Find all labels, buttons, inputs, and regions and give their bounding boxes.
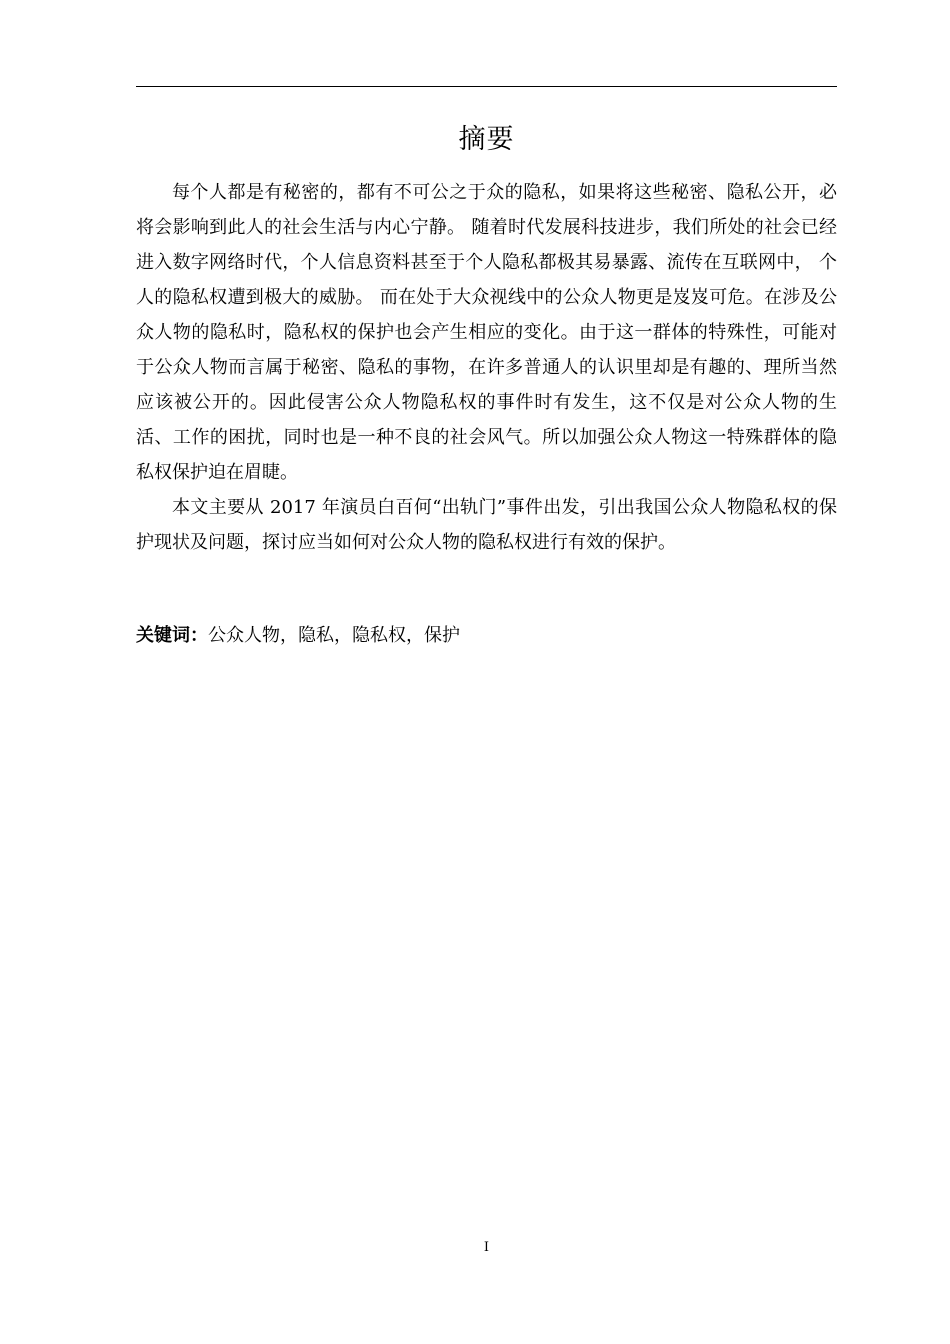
page-title: 摘要 xyxy=(458,124,515,155)
keywords-value: 公众人物，隐私，隐私权，保护 xyxy=(208,625,460,646)
abstract-paragraph-2: 本文主要从 2017 年演员白百何“出轨门”事件出发，引出我国公众人物隐私权的保护现状及问题，探讨应当如何对公众人物的隐私权进行有效的保护。 xyxy=(136,497,837,553)
keywords-line xyxy=(136,620,837,652)
keywords-label: 关键词： xyxy=(136,625,208,646)
page-number: I xyxy=(483,1240,490,1255)
header-rule xyxy=(136,86,837,87)
abstract-paragraph-1: 每个人都是有秘密的，都有不可公之于众的隐私，如果将这些秘密、隐私公开，必将会影响到此人的社会生活与内心宁静。 随着时代发展科技进步，我们所处的社会已经进入数字网络时代，个人信息资料甚至于个人隐私都极其易暴露、流传在互联网中， 个人的隐私权遭到极大的威胁。 而在处于大众视线中的公众人物更是岌岌可危。在涉及公众人物的隐私时，隐私权的保护也会产生相应的变化。由于这一群体的特殊性，可能对于公众人物而言属于秘密、隐私的事物，在许多普通人的认识里却是有趣的、理所当然应该被公开的。因此侵害公众人物隐私权的事件时有发生，这不仅是对公众人物的生活、工作的困扰，同时也是一种不良的社会风气。所以加强公众人物这一特殊群体的隐私权保护迫在眉睫。 xyxy=(136,182,837,483)
abstract-body xyxy=(136,175,837,560)
